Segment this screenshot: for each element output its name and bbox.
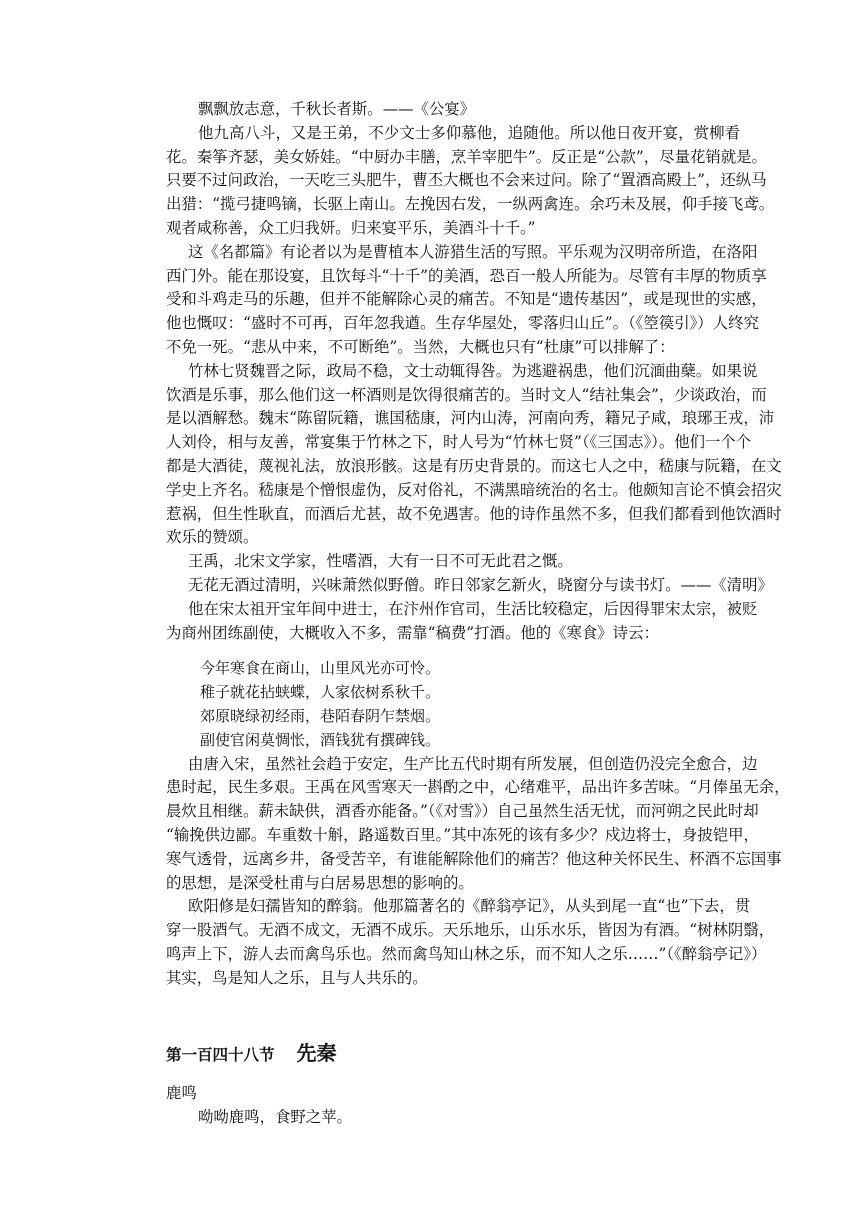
poem-line: 今年寒食在商山，山里风光亦可怜。 xyxy=(200,659,441,678)
spacer xyxy=(166,990,740,1038)
spacer xyxy=(166,645,740,657)
text-line: 欧阳修是妇孺皆知的醉翁。他那篇著名的《醉翁亭记》，从头到尾一直“也”下去，贯 xyxy=(188,897,751,916)
text-line: 王禹，北宋文学家，性嗜酒，大有一日不可无此君之慨。 xyxy=(188,552,573,571)
text-line: 欢乐的赞颂。 xyxy=(166,528,259,547)
text-line: 他也慨叹：“盛时不可再，百年忽我遒。生存华屋处，零落归山丘”。（《箜篌引》）人终究 xyxy=(166,314,759,333)
text-line: 其实，鸟是知人之乐，且与人共乐的。 xyxy=(166,968,428,987)
subtitle: 鹿鸣 xyxy=(166,1084,197,1103)
text-line: 患时起，民生多艰。王禹在风雪寒天一斟酌之中，心绪难平，品出许多苦味。“月俸虽无余， xyxy=(166,778,790,797)
text-line: 受和斗鸡走马的乐趣，但并不能解除心灵的痛苦。不知是“遗传基因”，或是现世的实感， xyxy=(166,290,767,309)
text-line: 无花无酒过清明，兴味萧然似野僧。昨日邻家乞新火，晓窗分与读书灯。——《清明》 xyxy=(188,575,773,594)
text-line: 人刘伶，相与友善，常宴集于竹林之下，时人号为“竹林七贤”（《三国志》）。他们一个个 xyxy=(166,433,752,452)
text-line: 只要不过问政治，一天吃三头肥牛，曹丕大概也不会来过问。除了“置酒高殿上”，还纵马 xyxy=(166,171,767,190)
text-line: 呦呦鹿鸣，食野之苹。 xyxy=(198,1108,352,1127)
text-line: 鸣声上下，游人去而禽鸟乐也。然而禽鸟知山林之乐，而不知人之乐……”（《醉翁亭记》） xyxy=(166,944,767,963)
text-line: “输挽供边鄙。车重数十斛，路遥数百里。”其中冻死的该有多少？戍边将士，身披铠甲， xyxy=(166,825,759,844)
text-line: 寒气透骨，远离乡井，备受苦辛，有谁能解除他们的痛苦？他这种关怀民生、杯酒不忘国事 xyxy=(166,849,782,868)
text-line: 晨炊且相继。薪未缺供，酒香亦能备。”（《对雪》）自己虽然生活无忧，而河朔之民此时却 xyxy=(166,802,759,821)
poem-line: 稚子就花拈蛱蝶，人家依树系秋千。 xyxy=(200,683,441,702)
text-line: 都是大酒徒，蔑视礼法，放浪形骸。这是有历史背景的。而这七人之中，嵇康与阮籍，在文 xyxy=(166,456,782,475)
text-line: 穿一股酒气。无酒不成文，无酒不成乐。天乐地乐，山乐水乐，皆因为有酒。“树林阴翳， xyxy=(166,921,775,940)
text-line: 西门外。能在那设宴，且饮每斗“十千”的美酒，恐百一般人所能为。尽管有丰厚的物质享 xyxy=(166,266,767,285)
text-line: 飘飘放志意，千秋长者斯。——《公宴》 xyxy=(198,100,476,118)
text-line: 出猎：“揽弓捷鸣镝，长驱上南山。左挽因右发，一纵两禽连。余巧未及展，仰手接飞鸢。 xyxy=(166,195,775,214)
text-line: 学史上齐名。嵇康是个憎恨虚伪，反对俗礼，不满黑暗统治的名士。他颇知言论不慎会招灾 xyxy=(166,480,782,499)
text-line: 这《名都篇》有论者以为是曹植本人游猎生活的写照。平乐观为汉明帝所造，在洛阳 xyxy=(188,242,758,261)
text-line: 观者咸称善，众工归我妍。归来宴平乐，美酒斗十千。” xyxy=(166,218,536,237)
section-number: 第一百四十八节 xyxy=(166,1046,275,1065)
text-line: 他在宋太祖开宝年间中进士，在汴州作官司，生活比较稳定，后因得罪宋太宗，被贬 xyxy=(188,599,758,618)
text-line: 花。秦筝齐瑟，美女娇娃。“中厨办丰膳，烹羊宰肥牛”。反正是“公款”，尽量花销就是。 xyxy=(166,147,767,166)
poem-line: 郊原晓绿初经雨，巷陌春阴乍禁烟。 xyxy=(200,706,441,725)
document-page xyxy=(166,98,790,1130)
poem-line: 副使官闲莫惆怅，酒钱犹有撰碑钱。 xyxy=(200,730,441,749)
text-line: 不免一死。“悲从中来，不可断绝”。当然，大概也只有“杜康”可以排解了： xyxy=(166,337,675,356)
section-heading xyxy=(166,1038,740,1070)
text-line: 饮酒是乐事，那么他们这一杯酒则是饮得很痛苦的。当时文人“结社集会”，少谈政治，而 xyxy=(166,385,767,404)
text-line: 由唐入宋，虽然社会趋于安定，生产比五代时期有所发展，但创造仍没完全愈合，边 xyxy=(188,754,758,773)
text-line: 他九高八斗，又是王弟，不少文士多仰慕他，追随他。所以他日夜开宴，赏柳看 xyxy=(198,123,740,142)
text-line: 为商州团练副使，大概收入不多，需靠“稿费”打酒。他的《寒食》诗云： xyxy=(166,623,659,642)
text-line: 竹林七贤魏晋之际，政局不稳，文士动辄得咎。为逃避祸患，他们沉湎曲蘖。如果说 xyxy=(188,361,758,380)
text-line: 的思想，是深受杜甫与白居易思想的影响的。 xyxy=(166,873,474,892)
text-line: 惹祸，但生性耿直，而酒后尤甚，故不免遇害。他的诗作虽然不多，但我们都看到他饮酒时 xyxy=(166,504,782,523)
text-line: 是以酒解愁。魏末“陈留阮籍，谯国嵇康，河内山涛，河南向秀，籍兄子咸，琅琊王戎，沛 xyxy=(166,409,775,428)
section-title: 先秦 xyxy=(296,1041,337,1066)
